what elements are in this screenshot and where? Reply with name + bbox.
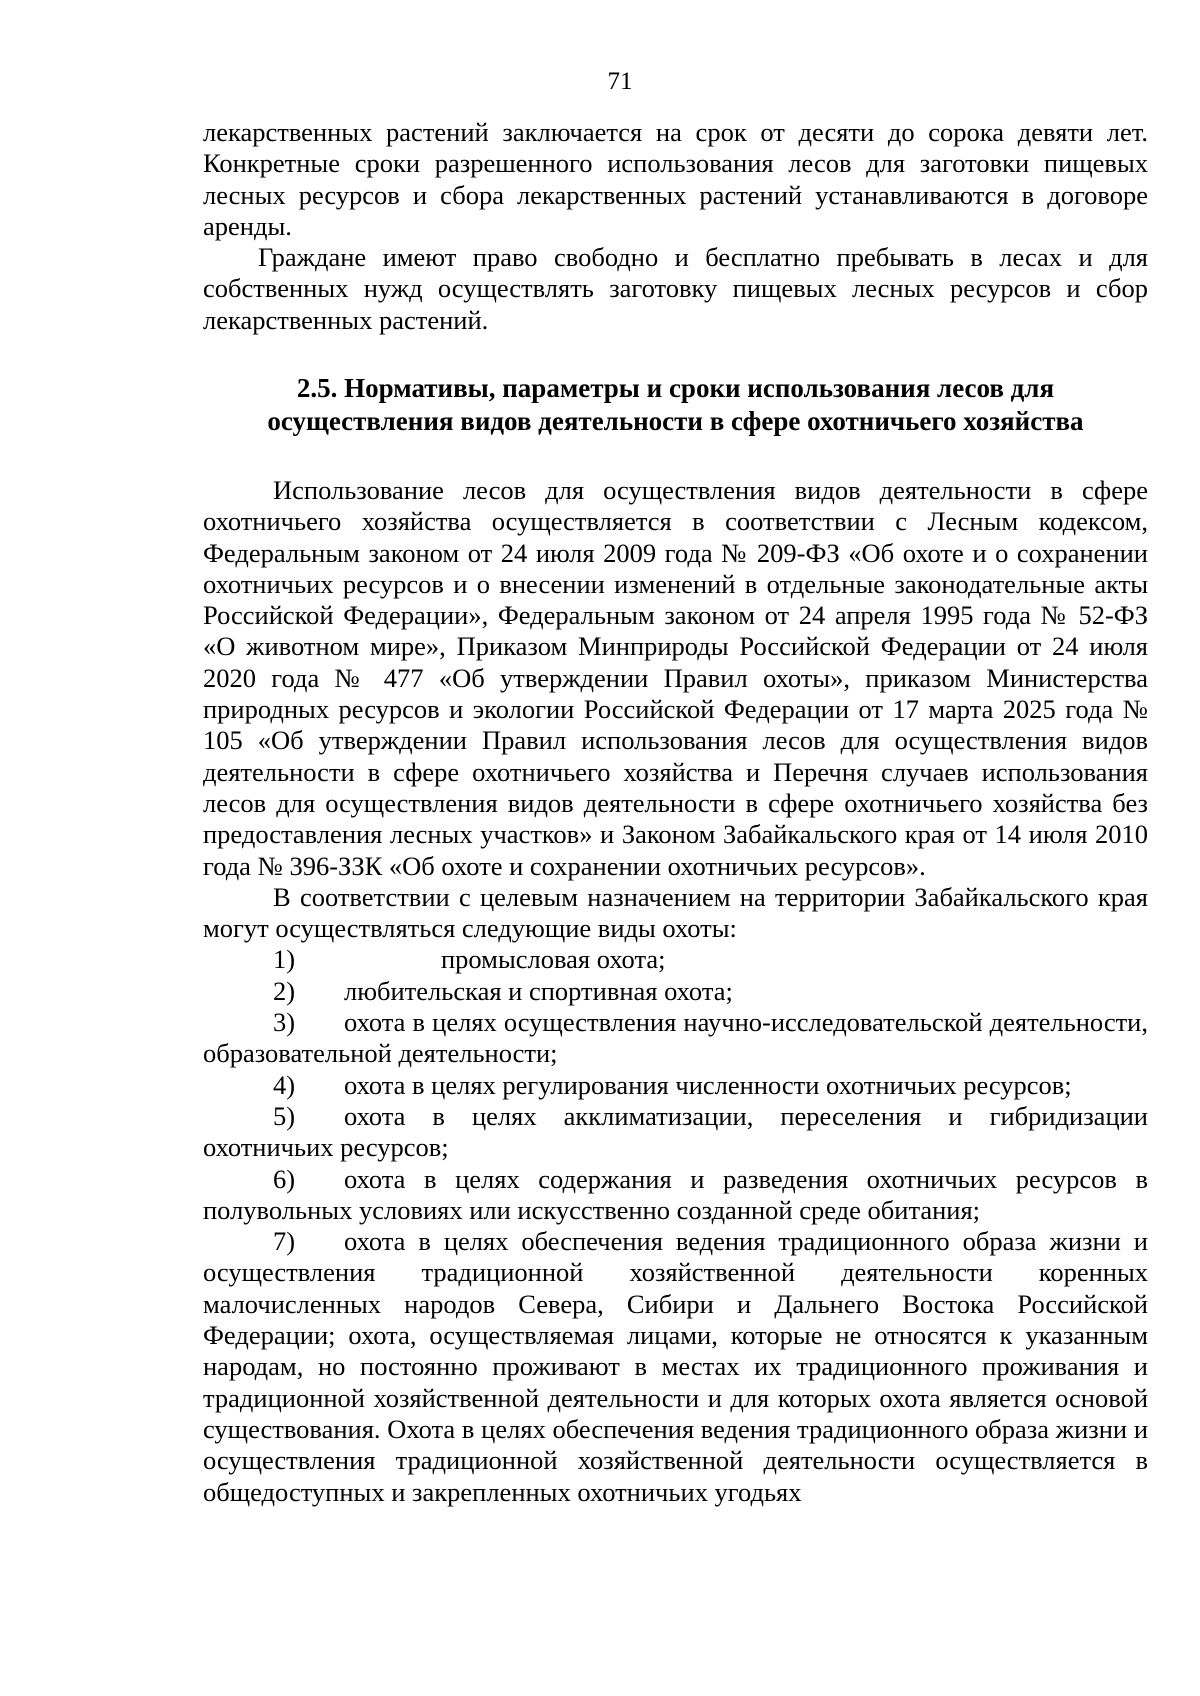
section-body	[203, 475, 1148, 1508]
section-heading-line-2: осуществления видов деятельности в сфере охотничьего хозяйства	[267, 406, 1084, 436]
list-text: промысловая охота;	[441, 944, 666, 975]
list-number: 1)	[273, 944, 296, 975]
list-item	[203, 1007, 1148, 1070]
section-heading-line-1: 2.5. Нормативы, параметры и сроки использования лесов для	[296, 373, 1055, 403]
list-item	[203, 1226, 1148, 1508]
section-paragraph-2: В соответствии с целевым назначением на территории Забайкальского края могут осуществляться следующие виды охоты:	[203, 881, 1148, 944]
list-item	[203, 1164, 1148, 1227]
list-item	[203, 976, 1148, 1007]
list-text: охота в целях регулирования численности охотничьих ресурсов;	[344, 1069, 1072, 1100]
list-text: охота в целях обеспечения ведения традиционного образа жизни и осуществления традиционной хозяйственной деятельности коренных малочисленных народов Севера, Сибири и Дальнего Востока Российской Федерации; охота, осуществляемая лицами, которые не относятся к указанным народам, но постоянно проживают в местах их традиционного проживания и традиционной хозяйственной деятельности и для которых охота является основой существования. Охота в целях обеспечения ведения традиционного образа жизни и осуществления традиционной хозяйственной деятельности осуществляется в общедоступных и закрепленных охотничьих угодьях	[203, 1226, 1148, 1507]
page-number: 71	[607, 68, 633, 95]
section-heading	[203, 372, 1148, 438]
list-number: 5)	[273, 1100, 296, 1131]
intro-paragraph-1: лекарственных растений заключается на срок от десяти до сорока девяти лет. Конкретные сроки разрешенного использования лесов для заготовки пищевых лесных ресурсов и сбора лекарственных растений устанавливаются в договоре аренды.	[203, 117, 1148, 241]
list-item	[203, 1101, 1148, 1164]
section-paragraph-1: Использование лесов для осуществления видов деятельности в сфере охотничьего хозяйства осуществляется в соответствии с Лесным кодексом, Федеральным законом от 24 июля 2009 года № 209-ФЗ «Об охоте и о сохранении охотничьих ресурсов и о внесении изменений в отдельные законодательные акты Российской Федерации», Федеральным законом от 24 апреля 1995 года № 52-ФЗ «О животном мире», Приказом Минприроды Российской Федерации от 24 июля 2020 года № 477 «Об утверждении Правил охоты», приказом Министерства природных ресурсов и экологии Российской Федерации от 17 марта 2025 года № 105 «Об утверждении Правил использования лесов для осуществления видов деятельности в сфере охотничьего хозяйства и Перечня случаев использования лесов для осуществления видов деятельности в сфере охотничьего хозяйства без предоставления лесных участков» и Законом Забайкальского края от 14 июля 2010 года № 396-ЗЗК «Об охоте и сохранении охотничьих ресурсов».	[203, 475, 1148, 881]
list-number: 2)	[273, 975, 296, 1006]
intro-paragraph-2: Граждане имеют право свободно и бесплатно пребывать в лесах и для собственных нужд осуществлять заготовку пищевых лесных ресурсов и сбор лекарственных растений.	[203, 242, 1148, 335]
list-item	[203, 1070, 1148, 1101]
list-number: 3)	[273, 1007, 296, 1038]
list-text: охота в целях акклиматизации, переселения и гибридизации охотничьих ресурсов;	[203, 1100, 1148, 1163]
list-number: 7)	[273, 1226, 296, 1257]
intro-section	[203, 117, 1148, 336]
list-text: охота в целях осуществления научно-исследовательской деятельности, образовательной деятельности;	[203, 1007, 1148, 1069]
list-item	[203, 944, 1148, 975]
list-number: 4)	[273, 1069, 296, 1100]
list-text: охота в целях содержания и разведения охотничьих ресурсов в полувольных условиях или искусственно созданной среде обитания;	[203, 1163, 1148, 1225]
list-number: 6)	[273, 1163, 296, 1194]
list-text: любительская и спортивная охота;	[344, 975, 733, 1006]
